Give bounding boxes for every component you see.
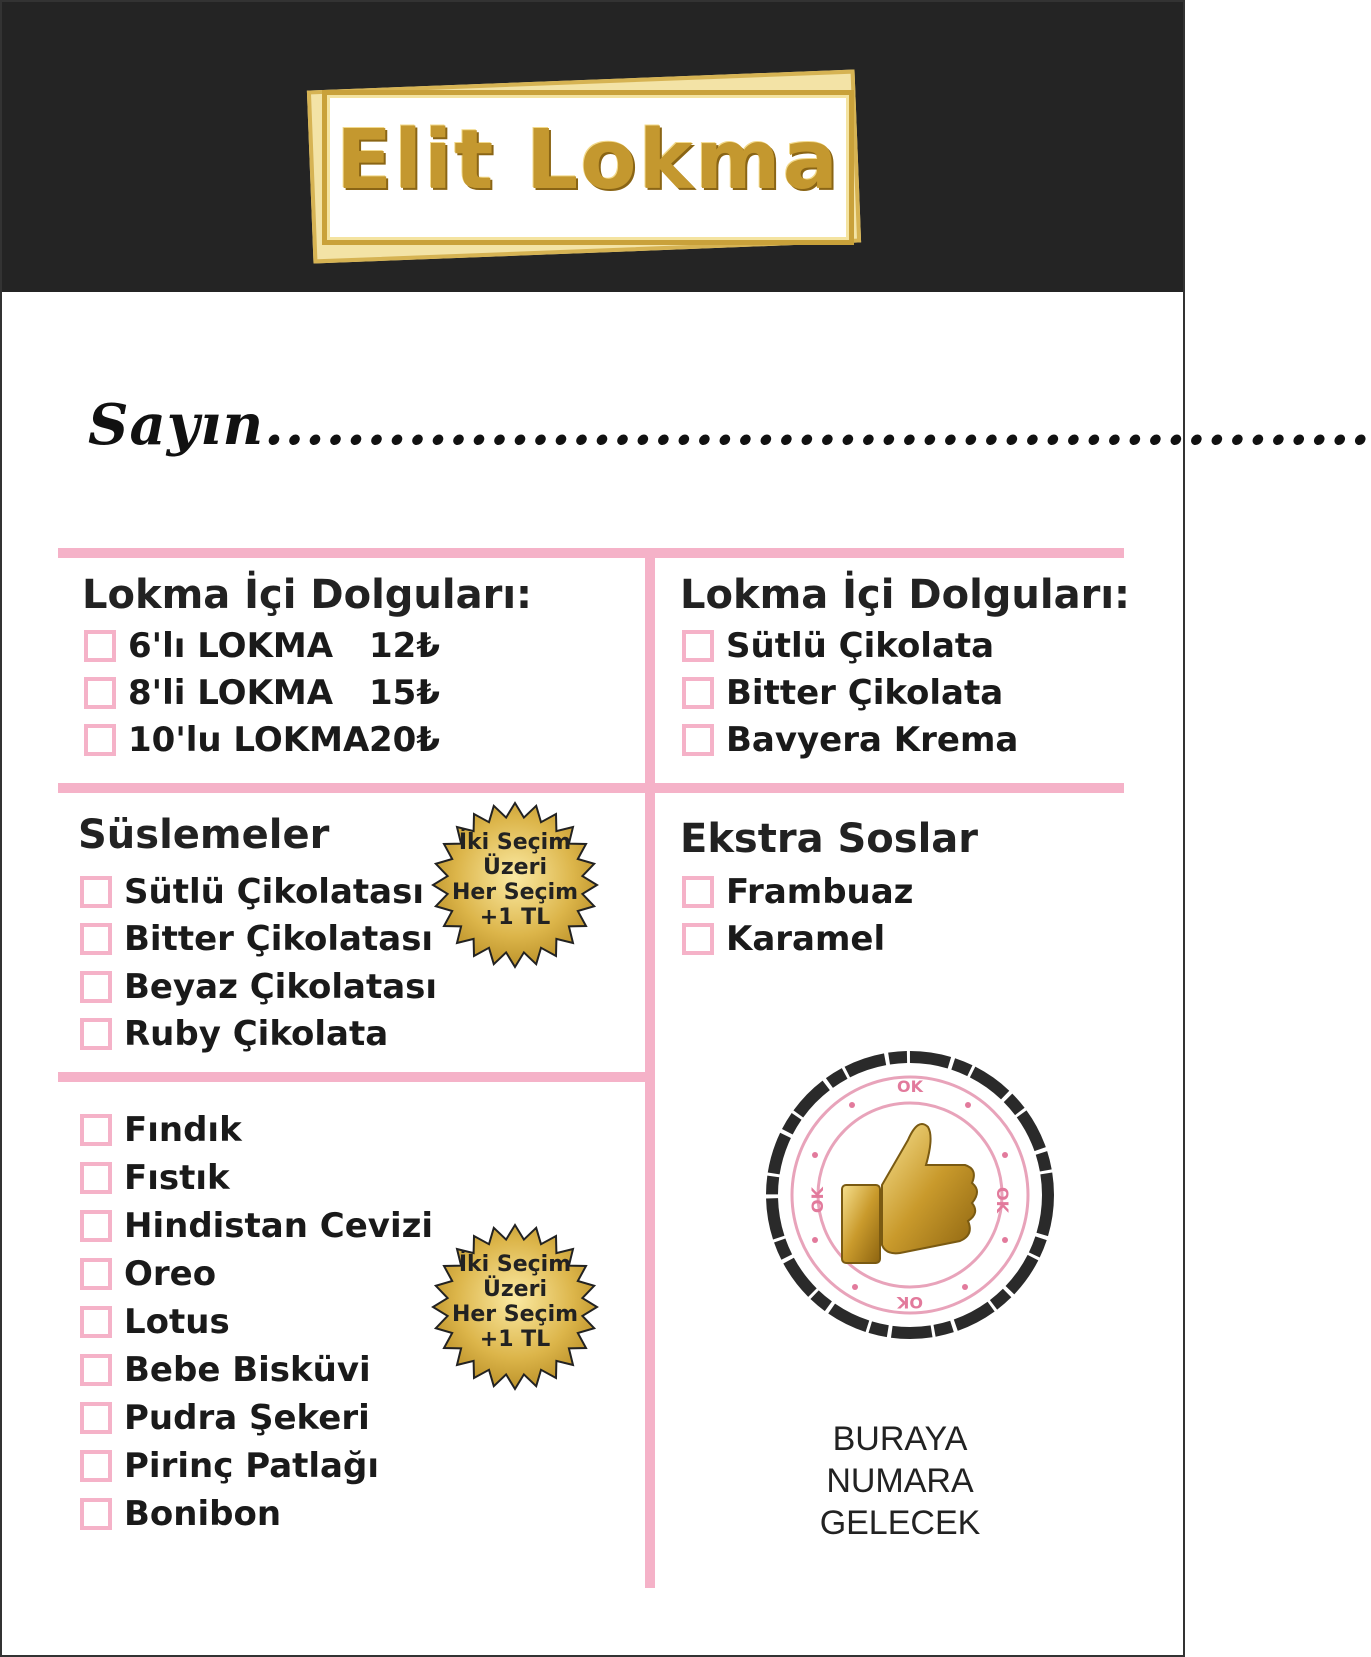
- badge-text: [430, 830, 600, 930]
- logo-text: Elit Lokma: [336, 113, 840, 208]
- checkbox[interactable]: [80, 1498, 112, 1530]
- checkbox[interactable]: [80, 1210, 112, 1242]
- topping-option[interactable]: [80, 1350, 371, 1390]
- size-price: 15₺: [369, 673, 440, 713]
- stamp-ring-label: OK: [808, 1187, 827, 1213]
- extra-charge-badge: [430, 800, 600, 970]
- checkbox[interactable]: [84, 724, 116, 756]
- decoration-label: Beyaz Çikolatası: [124, 967, 438, 1007]
- divider-lower-left: [58, 1072, 650, 1082]
- topping-option[interactable]: [80, 1446, 379, 1486]
- topping-option[interactable]: [80, 1254, 216, 1294]
- topping-label: Pudra Şekeri: [124, 1398, 370, 1438]
- checkbox[interactable]: [80, 1450, 112, 1482]
- size-option-10[interactable]: [84, 720, 564, 760]
- checkbox[interactable]: [80, 1114, 112, 1146]
- decoration-label: Bitter Çikolatası: [124, 919, 434, 959]
- decoration-option[interactable]: [80, 919, 433, 959]
- filling-label: Bitter Çikolata: [726, 673, 1004, 713]
- filling-option[interactable]: [682, 720, 1018, 760]
- badge-line: Her Seçim: [451, 880, 579, 905]
- divider-top: [58, 548, 1124, 558]
- number-placeholder: [780, 1418, 1020, 1544]
- number-note-line: BURAYA: [832, 1420, 968, 1458]
- stamp-ring-label: OK: [897, 1077, 923, 1096]
- sauces-title: Ekstra Soslar: [680, 816, 979, 862]
- checkbox[interactable]: [80, 1018, 112, 1050]
- extra-charge-badge: [430, 1222, 600, 1392]
- topping-label: Bonibon: [124, 1494, 282, 1534]
- badge-line: İki Seçim: [458, 830, 572, 855]
- checkbox[interactable]: [682, 677, 714, 709]
- checkbox[interactable]: [80, 1258, 112, 1290]
- size-label: 10'lu LOKMA: [128, 720, 370, 760]
- decorations-title: Süslemeler: [78, 812, 330, 858]
- checkbox[interactable]: [80, 971, 112, 1003]
- stamp-ring-label: OK: [897, 1293, 923, 1312]
- topping-label: Lotus: [124, 1302, 230, 1342]
- topping-label: Hindistan Cevizi: [124, 1206, 434, 1246]
- topping-label: Pirinç Patlağı: [124, 1446, 379, 1486]
- checkbox[interactable]: [80, 923, 112, 955]
- decoration-option[interactable]: [80, 967, 437, 1007]
- badge-line: İki Seçim: [458, 1252, 572, 1277]
- number-note-line: GELECEK: [819, 1504, 981, 1542]
- topping-option[interactable]: [80, 1494, 281, 1534]
- checkbox[interactable]: [80, 1306, 112, 1338]
- sauce-option[interactable]: [682, 919, 885, 959]
- lokma-sizes-title: Lokma İçi Dolguları:: [82, 572, 533, 618]
- badge-line: Üzeri: [483, 855, 547, 880]
- header-bar: [2, 2, 1183, 292]
- topping-option[interactable]: [80, 1398, 370, 1438]
- size-option-6[interactable]: [84, 626, 564, 666]
- topping-option[interactable]: [80, 1158, 230, 1198]
- size-price: 20₺: [369, 720, 440, 760]
- stamp-ring: [760, 1045, 1060, 1345]
- sauce-option[interactable]: [682, 872, 913, 912]
- checkbox[interactable]: [682, 630, 714, 662]
- topping-option[interactable]: [80, 1302, 230, 1342]
- badge-text: [430, 1252, 600, 1352]
- filling-label: Sütlü Çikolata: [726, 626, 995, 666]
- topping-option[interactable]: [80, 1206, 433, 1246]
- badge-line: +1 TL: [479, 905, 551, 930]
- checkbox[interactable]: [84, 630, 116, 662]
- checkbox[interactable]: [682, 923, 714, 955]
- badge-line: Her Seçim: [451, 1302, 579, 1327]
- size-option-8[interactable]: [84, 673, 564, 713]
- checkbox[interactable]: [682, 876, 714, 908]
- checkbox[interactable]: [80, 1402, 112, 1434]
- filling-option[interactable]: [682, 626, 994, 666]
- decoration-option[interactable]: [80, 872, 424, 912]
- checkbox[interactable]: [80, 1162, 112, 1194]
- topping-label: Fıstık: [124, 1158, 230, 1198]
- filling-label: Bavyera Krema: [726, 720, 1019, 760]
- recipient-line: Sayın......................................................: [88, 392, 1371, 458]
- stamp-ring-label: OK: [993, 1187, 1012, 1213]
- decoration-label: Sütlü Çikolatası: [124, 872, 424, 912]
- fillings-title: Lokma İçi Dolguları:: [680, 572, 1131, 618]
- badge-line: Üzeri: [483, 1277, 547, 1302]
- checkbox[interactable]: [84, 677, 116, 709]
- checkbox[interactable]: [682, 724, 714, 756]
- size-label: 6'lı LOKMA: [128, 626, 334, 666]
- topping-label: Bebe Bisküvi: [124, 1350, 371, 1390]
- sauce-label: Karamel: [726, 919, 886, 959]
- number-note-line: NUMARA: [826, 1462, 974, 1500]
- topping-option[interactable]: [80, 1110, 242, 1150]
- logo-front-card: [322, 90, 854, 245]
- ok-stamp: [760, 1045, 1060, 1345]
- filling-option[interactable]: [682, 673, 1003, 713]
- decoration-label: Ruby Çikolata: [124, 1014, 389, 1054]
- decoration-option[interactable]: [80, 1014, 388, 1054]
- topping-label: Oreo: [124, 1254, 217, 1294]
- checkbox[interactable]: [80, 876, 112, 908]
- sauce-label: Frambuaz: [726, 872, 914, 912]
- size-label: 8'li LOKMA: [128, 673, 334, 713]
- thumbs-up-icon: [842, 1124, 977, 1263]
- size-price: 12₺: [369, 626, 440, 666]
- topping-label: Fındık: [124, 1110, 242, 1150]
- divider-middle: [58, 783, 1124, 793]
- checkbox[interactable]: [80, 1354, 112, 1386]
- logo: [302, 62, 877, 272]
- badge-line: +1 TL: [479, 1327, 551, 1352]
